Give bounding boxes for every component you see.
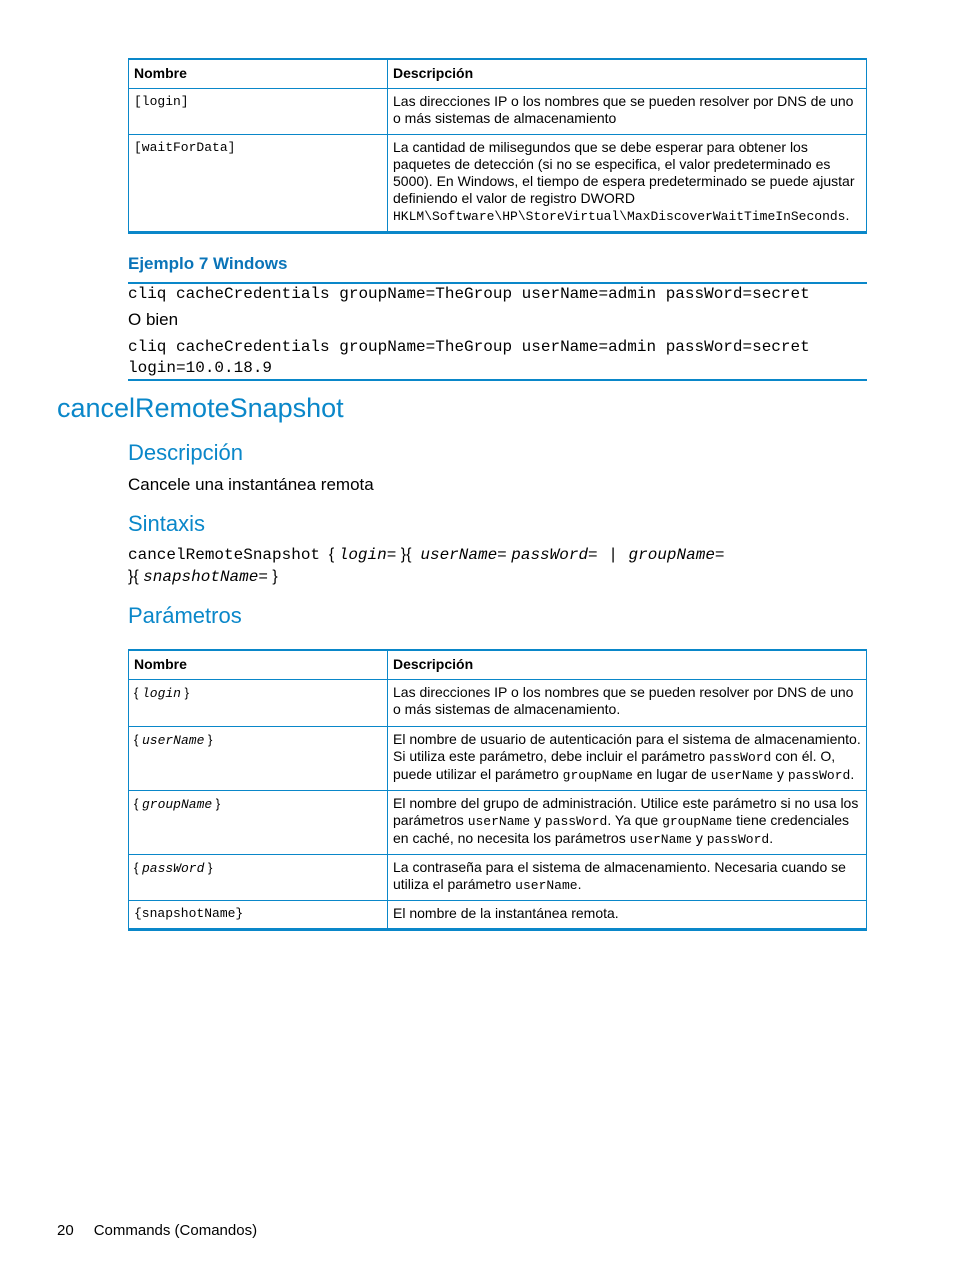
syntax-command: cancelRemoteSnapshot <box>128 546 321 564</box>
param-code: userName <box>141 733 205 748</box>
inline-code: userName <box>515 878 578 893</box>
param-description <box>388 791 867 855</box>
inline-code: passWord <box>787 768 851 783</box>
footer-label: Commands (Comandos) <box>93 1222 258 1239</box>
table-row <box>129 901 867 930</box>
table-row <box>129 791 867 855</box>
table-header-row <box>129 59 867 89</box>
param-name: { passWord } <box>129 855 388 901</box>
param-name: [login] <box>129 89 388 135</box>
inline-code: userName <box>467 814 531 829</box>
table-row <box>129 680 867 727</box>
desc-text: La contraseña para el sistema de almacenamiento. Necesaria cuando se utiliza el parámetro <box>393 859 846 892</box>
param-code: groupName <box>141 797 213 812</box>
parameters-heading: Parámetros <box>128 603 242 628</box>
param-name: { login } <box>129 680 388 727</box>
desc-text: . <box>769 830 774 846</box>
desc-text: con él. O, puede utilizar el parámetro <box>393 748 836 782</box>
separator: | <box>611 546 616 563</box>
param-description: El nombre de la instantánea remota. <box>388 901 867 930</box>
example-top-rule <box>128 282 867 284</box>
desc-text: El nombre de usuario de autenticación para el sistema de almacenamiento. Si utiliza este parámetro, debe incluir el parámetro <box>393 731 861 764</box>
inline-code: passWord <box>706 832 770 847</box>
table-row <box>129 89 867 135</box>
table-row <box>129 135 867 233</box>
inline-code: userName <box>629 832 692 847</box>
description-text: Cancele una instantánea remota <box>128 475 374 494</box>
table-parameters <box>128 649 867 931</box>
brace: } <box>272 568 278 585</box>
desc-text: y <box>530 812 545 828</box>
brace: }{ <box>400 546 412 563</box>
page-footer <box>57 1222 277 1239</box>
param-description <box>388 135 867 233</box>
param-description <box>388 727 867 791</box>
param-description <box>388 855 867 901</box>
column-header-nombre: Nombre <box>129 650 388 680</box>
syntax-line <box>128 568 278 586</box>
param-code: login <box>141 686 181 701</box>
brace: { <box>328 546 335 563</box>
page-number: 20 <box>57 1222 74 1239</box>
param-name: { groupName } <box>129 791 388 855</box>
table-header-row <box>129 650 867 680</box>
example-code-line: cliq cacheCredentials groupName=TheGroup userName=admin passWord=secret <box>128 338 810 356</box>
example-code-line: cliq cacheCredentials groupName=TheGroup userName=admin passWord=secret <box>128 285 810 303</box>
desc-text: El nombre del grupo de administración. Utilice este parámetro si no usa los parámetros <box>393 795 859 828</box>
desc-text: La cantidad de milisegundos que se debe esperar para obtener los paquetes de detección (si no se especifica, el valor predeterminado es 5000). En Windows, el tiempo de espera predeterminado se puede ajustar definiendo el valor de registro DWORD <box>393 139 855 206</box>
syntax-login: login= <box>338 546 397 564</box>
inline-code: passWord <box>708 750 772 765</box>
param-code: passWord <box>141 861 205 876</box>
table-row <box>129 727 867 791</box>
syntax-snapshotname: snapshotName= <box>143 568 268 586</box>
command-title: cancelRemoteSnapshot <box>57 393 344 423</box>
param-name: {snapshotName} <box>129 901 388 930</box>
param-description: Las direcciones IP o los nombres que se pueden resolver por DNS de uno o más sistemas de almacenamiento. <box>388 680 867 727</box>
example-bottom-rule <box>128 379 867 381</box>
param-name: [waitForData] <box>129 135 388 233</box>
table-login-params <box>128 58 867 234</box>
table-row <box>129 855 867 901</box>
desc-text: y <box>773 766 788 782</box>
example-title: Ejemplo 7 Windows <box>128 254 288 273</box>
example-code-line: login=10.0.18.9 <box>128 359 273 377</box>
syntax-line <box>128 546 725 564</box>
desc-text: en lugar de <box>632 766 711 782</box>
inline-code: passWord <box>544 814 608 829</box>
inline-code: groupName <box>562 768 633 783</box>
example-or-text: O bien <box>128 310 179 329</box>
desc-end: . <box>845 207 850 223</box>
syntax-heading: Sintaxis <box>128 511 206 536</box>
desc-text: . <box>850 766 855 782</box>
syntax-groupname: groupName= <box>628 546 725 564</box>
brace: }{ <box>128 568 139 585</box>
description-heading: Descripción <box>128 440 243 465</box>
column-header-descripcion: Descripción <box>388 59 867 89</box>
inline-code: groupName <box>662 814 733 829</box>
param-description: Las direcciones IP o los nombres que se pueden resolver por DNS de uno o más sistemas de almacenamiento <box>388 89 867 135</box>
column-header-descripcion: Descripción <box>388 650 867 680</box>
param-name: { userName } <box>129 727 388 791</box>
inline-code: userName <box>710 768 774 783</box>
column-header-nombre: Nombre <box>129 59 388 89</box>
desc-text: . <box>577 876 582 892</box>
syntax-username: userName= <box>420 546 507 564</box>
desc-text: y <box>692 830 707 846</box>
registry-path: HKLM\Software\HP\StoreVirtual\MaxDiscoverWaitTimeInSeconds <box>393 209 846 224</box>
desc-text: . Ya que <box>607 812 663 828</box>
desc-text: tiene credenciales en caché, no necesita los parámetros <box>393 812 850 846</box>
syntax-password: passWord= <box>511 546 598 564</box>
